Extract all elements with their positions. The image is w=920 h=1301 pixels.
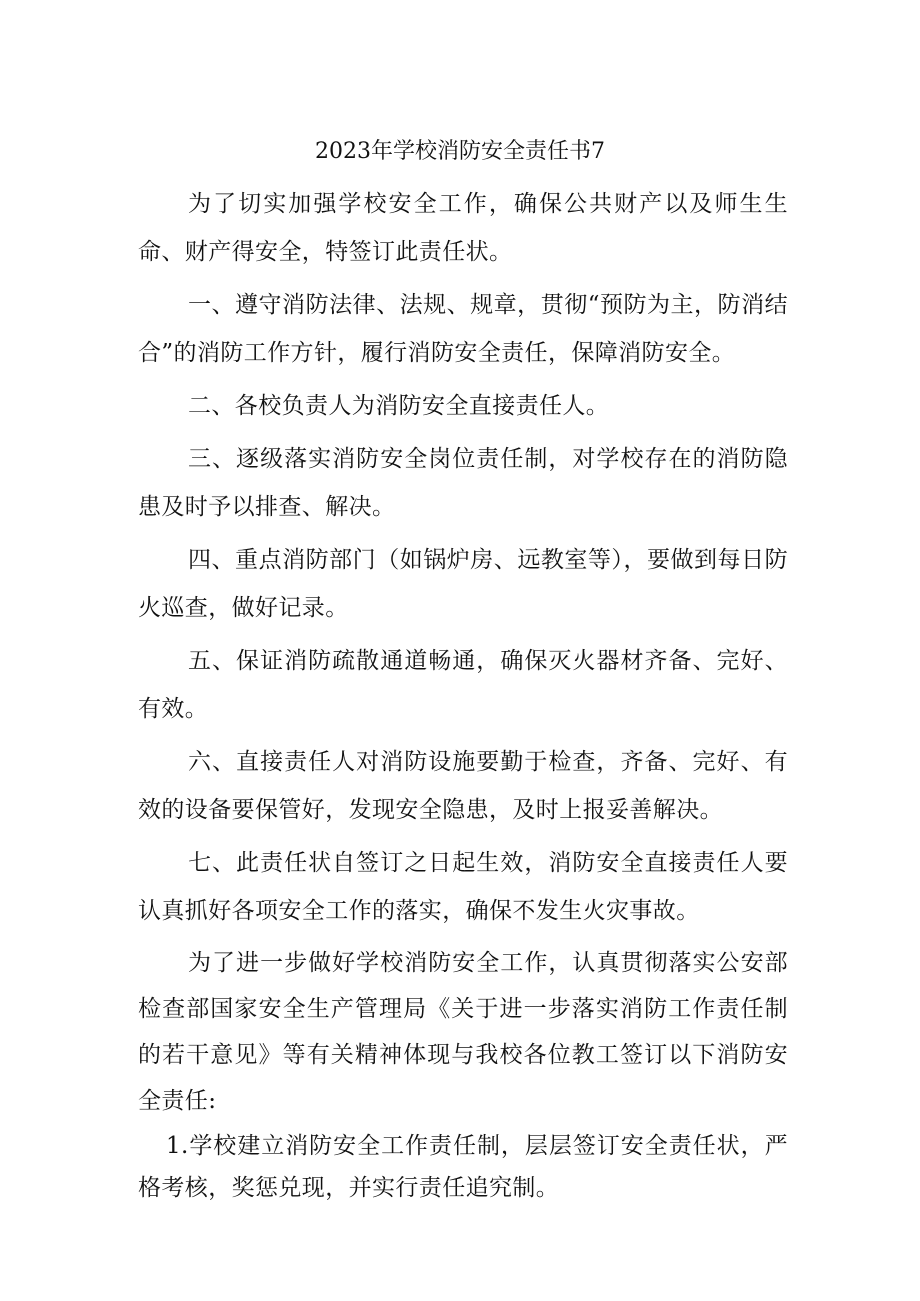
paragraph-numbered-1: 1.学校建立消防安全工作责任制，层层签订安全责任状，严格考核，奖惩兑现，并实行责任追究制。	[138, 1133, 788, 1201]
document-body	[138, 180, 788, 1214]
paragraph-item-7: 七、此责任状自签订之日起生效，消防安全直接责任人要认真抓好各项安全工作的落实，确保不发生火灾事故。	[138, 850, 788, 924]
paragraph-item-6: 六、直接责任人对消防设施要勤于检查，齐备、完好、有效的设备要保管好，发现安全隐患，及时上报妥善解决。	[138, 749, 788, 823]
paragraph-further: 为了进一步做好学校消防安全工作，认真贯彻落实公安部检查部国家安全生产管理局《关于进一步落实消防工作责任制的若干意见》等有关精神体现与我校各位教工签订以下消防安全责任:	[138, 950, 788, 1114]
paragraph-item-2: 二、各校负责人为消防安全直接责任人。	[188, 393, 610, 419]
paragraph-item-5: 五、保证消防疏散通道畅通，确保灭火器材齐备、完好、有效。	[138, 648, 788, 722]
document-title: 2023年学校消防安全责任书7	[315, 139, 605, 164]
paragraph-item-4: 四、重点消防部门（如锅炉房、远教室等），要做到每日防火巡查，做好记录。	[138, 547, 788, 621]
paragraph-item-1: 一、遵守消防法律、法规、规章，贯彻“预防为主，防消结合”的消防工作方针，履行消防安全责任，保障消防安全。	[138, 292, 788, 366]
paragraph-intro: 为了切实加强学校安全工作，确保公共财产以及师生生命、财产得安全，特签订此责任状。	[138, 191, 788, 265]
paragraph-item-3: 三、逐级落实消防安全岗位责任制，对学校存在的消防隐患及时予以排查、解决。	[138, 446, 788, 520]
